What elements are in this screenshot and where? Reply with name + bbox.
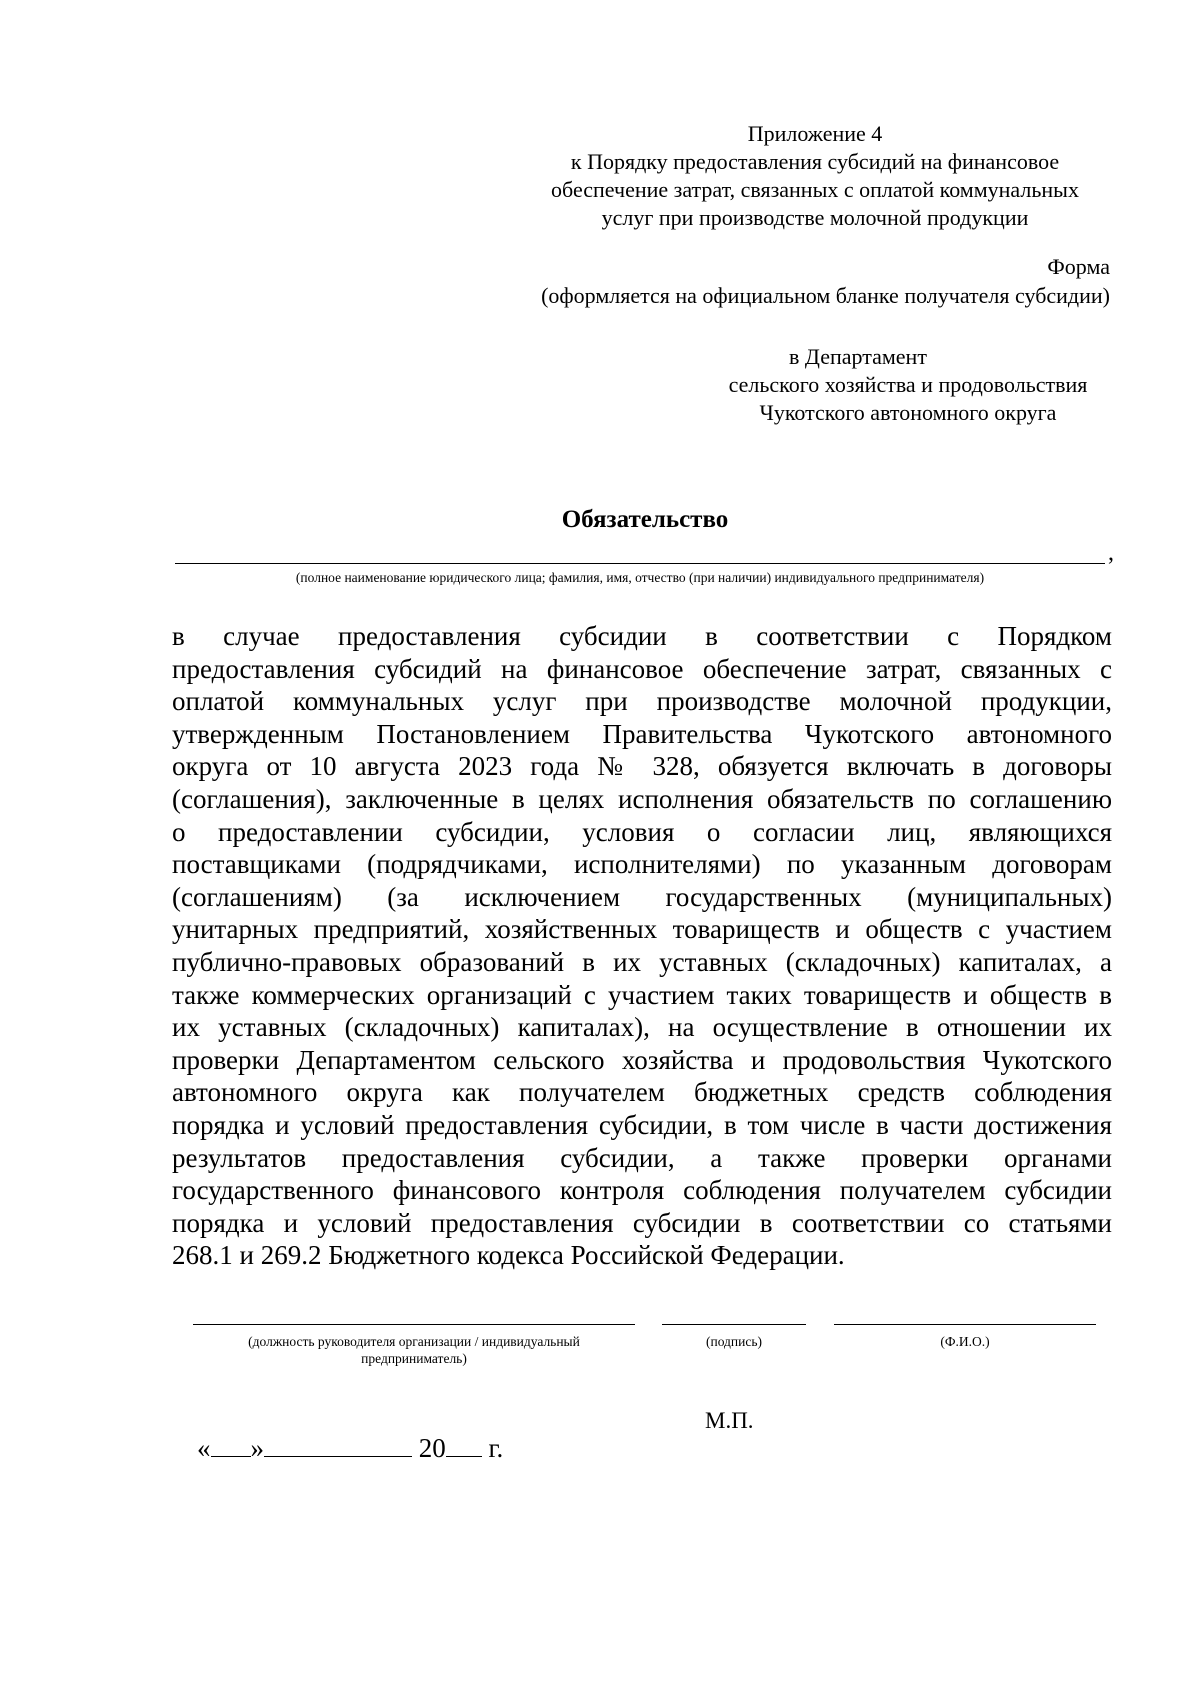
body-line: государственного финансового контроля соблюдения получателем субсидии [172, 1175, 1112, 1206]
appendix-line: к Порядку предоставления субсидий на финансовое [570, 149, 1060, 174]
date-row [197, 1433, 503, 1464]
body-line: публично-правовых образований в их уставных (складочных) капиталах, а [172, 946, 1112, 977]
body-line: округа от 10 августа 2023 года № 328, обязуется включать в договоры [172, 751, 1112, 782]
date-open-quote: « [197, 1433, 211, 1463]
body-line: в случае предоставления субсидии в соответствии с Порядком [172, 621, 1112, 651]
body-line: их уставных (складочных) капиталах), на осуществление в отношении их [172, 1012, 1112, 1043]
addressee-line: в Департамент [789, 344, 927, 369]
appendix-header [520, 120, 1110, 232]
organization-name-field[interactable] [175, 563, 1105, 564]
body-line: результатов предоставления субсидии, а также проверки органами [172, 1142, 1112, 1173]
body-line: предоставления субсидий на финансовое обеспечение затрат, связанных с [172, 653, 1112, 684]
fio-field[interactable] [834, 1324, 1096, 1325]
appendix-line: Приложение 4 [747, 121, 883, 146]
body-line: оплатой коммунальных услуг при производстве молочной продукции, [172, 686, 1112, 717]
addressee-line: Чукотского автономного округа [759, 400, 1057, 425]
body-line: порядка и условий предоставления субсидии, в том числе в части достижения [172, 1109, 1112, 1140]
body-line: унитарных предприятий, хозяйственных товариществ и обществ с участием [172, 914, 1112, 945]
body-line: утвержденным Постановлением Правительства Чукотского автономного [172, 718, 1112, 749]
body-line: также коммерческих организаций с участием таких товариществ и обществ в [172, 979, 1112, 1010]
body-line: 268.1 и 269.2 Бюджетного кодекса Российской Федерации. [172, 1240, 845, 1271]
addressee-line: сельского хозяйства и продовольствия [728, 372, 1088, 397]
appendix-line: обеспечение затрат, связанных с оплатой коммунальных [551, 177, 1079, 202]
organization-name-caption: (полное наименование юридического лица; фамилия, имя, отчество (при наличии) индивидуального предпринимателя) [295, 570, 985, 585]
stamp-placeholder: М.П. [705, 1408, 754, 1433]
body-line: (соглашения), заключенные в целях исполнения обязательств по соглашению [172, 783, 1112, 814]
date-year-suffix: г. [488, 1433, 504, 1463]
addressee-block [688, 343, 1128, 427]
position-field[interactable] [193, 1324, 635, 1325]
body-line: автономного округа как получателем бюджетных средств соблюдения [172, 1077, 1112, 1108]
name-trailing-comma: , [1108, 540, 1114, 566]
signature-caption: (подпись) [705, 1334, 763, 1349]
position-caption-line: (должность руководителя организации / индивидуальный [248, 1334, 580, 1349]
date-month-field[interactable] [264, 1434, 412, 1457]
position-caption [193, 1333, 635, 1367]
date-day-field[interactable] [211, 1434, 251, 1457]
position-caption-line: предприниматель) [361, 1351, 467, 1366]
body-line: (соглашениям) (за исключением государственных (муниципальных) [172, 881, 1112, 912]
document-title: Обязательство [561, 506, 729, 533]
form-note: (оформляется на официальном бланке получателя субсидии) [541, 283, 1110, 308]
signature-field[interactable] [662, 1324, 806, 1325]
appendix-line: услуг при производстве молочной продукции [601, 205, 1029, 230]
date-year-field[interactable] [446, 1434, 482, 1457]
date-year-prefix: 20 [418, 1433, 446, 1463]
date-close-quote: » [250, 1433, 264, 1463]
body-line: поставщиками (подрядчиками, исполнителями) по указанным договорам [172, 849, 1112, 880]
form-label: Форма [1047, 254, 1110, 279]
obligation-body [172, 620, 1112, 1272]
body-line: порядка и условий предоставления субсидии в соответствии со статьями [172, 1207, 1112, 1238]
fio-caption: (Ф.И.О.) [940, 1334, 990, 1349]
body-line: о предоставлении субсидии, условия о согласии лиц, являющихся [172, 816, 1112, 847]
body-line: проверки Департаментом сельского хозяйства и продовольствия Чукотского [172, 1044, 1112, 1075]
